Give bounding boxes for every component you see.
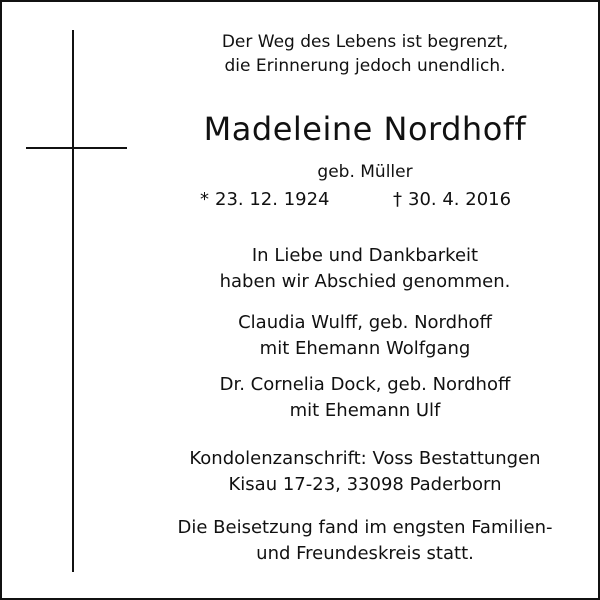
mourner-spouse: mit Ehemann Wolfgang xyxy=(259,338,471,359)
death-date-group xyxy=(393,188,511,212)
birth-star-symbol: * xyxy=(200,189,209,210)
cross-vertical-bar xyxy=(72,30,74,572)
quote-block xyxy=(140,30,590,78)
mourner-spouse: mit Ehemann Ulf xyxy=(289,400,441,421)
mourner-entry xyxy=(140,310,590,362)
birth-name: geb. Müller xyxy=(317,162,413,182)
farewell-text xyxy=(140,243,590,295)
condolence-line-2: Kisau 17-23, 33098 Paderborn xyxy=(228,474,502,495)
mourner-name: Claudia Wulff, geb. Nordhoff xyxy=(238,312,492,333)
burial-line-1: Die Beisetzung fand im engsten Familien- xyxy=(177,517,553,538)
farewell-line-2: haben wir Abschied genommen. xyxy=(219,271,511,292)
death-date: 30. 4. 2016 xyxy=(408,189,512,210)
mourner-name: Dr. Cornelia Dock, geb. Nordhoff xyxy=(219,374,511,395)
life-dates xyxy=(140,188,590,212)
condolence-address xyxy=(140,446,590,498)
burial-line-2: und Freundeskreis statt. xyxy=(256,543,474,564)
birth-date-group xyxy=(200,188,330,212)
deceased-name: Madeleine Nordhoff xyxy=(203,110,527,148)
farewell-line-1: In Liebe und Dankbarkeit xyxy=(251,245,479,266)
mourner-entry xyxy=(140,372,590,424)
quote-line-1: Der Weg des Lebens ist begrenzt, xyxy=(221,32,509,52)
birth-date: 23. 12. 1924 xyxy=(215,189,330,210)
burial-notice xyxy=(140,515,590,567)
quote-line-2: die Erinnerung jedoch unendlich. xyxy=(224,56,506,76)
condolence-line-1: Kondolenzanschrift: Voss Bestattungen xyxy=(189,448,541,469)
cross-horizontal-bar xyxy=(26,147,127,149)
death-dagger-symbol: † xyxy=(393,189,402,210)
